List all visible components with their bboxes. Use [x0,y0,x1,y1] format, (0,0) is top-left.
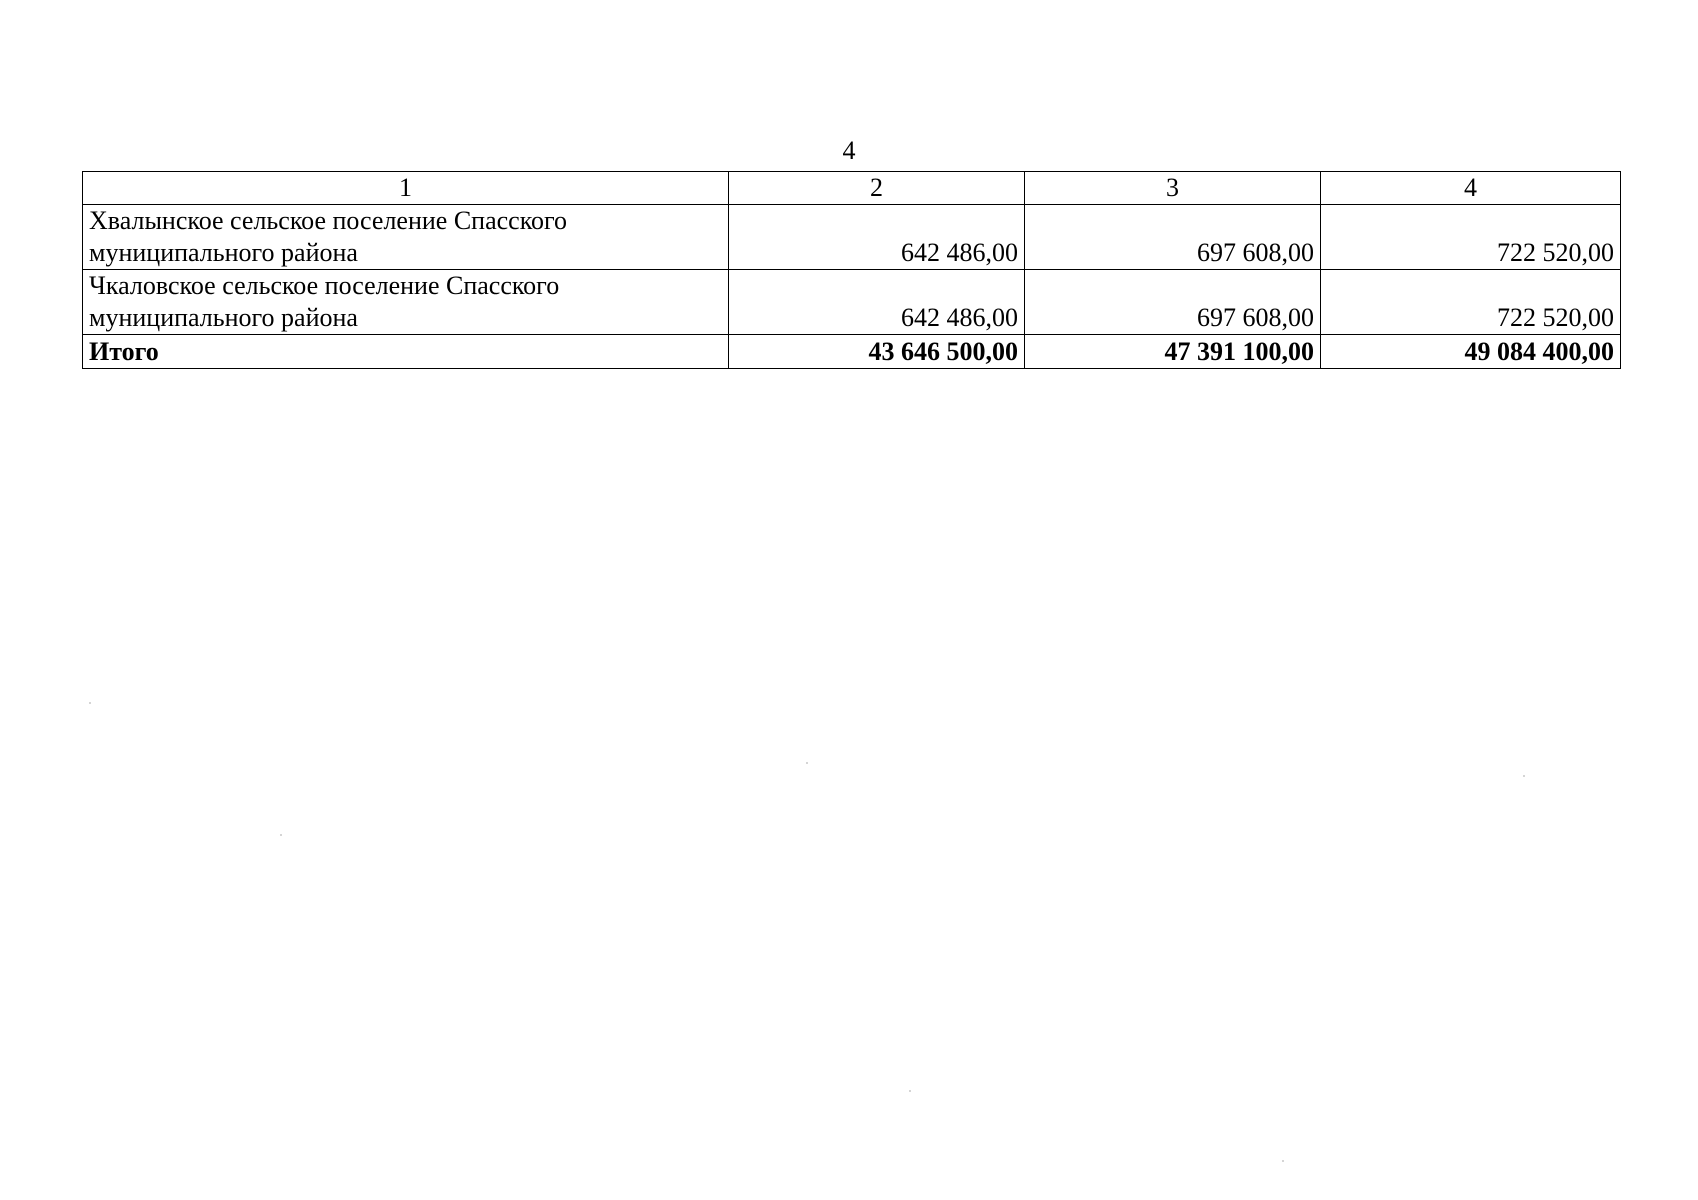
scan-speck [280,834,282,836]
amount-cell: 642 486,00 [729,270,1025,335]
amount-cell: 722 520,00 [1321,205,1621,270]
total-amount-cell: 49 084 400,00 [1321,335,1621,369]
amount-cell: 642 486,00 [729,205,1025,270]
total-label: Итого [83,335,729,369]
table-row [83,205,1621,270]
column-number-4: 4 [1321,172,1621,205]
total-amount-cell: 43 646 500,00 [729,335,1025,369]
amount-cell: 697 608,00 [1025,270,1321,335]
table-header-row [83,172,1621,205]
scan-speck [909,1090,911,1092]
column-number-2: 2 [729,172,1025,205]
scan-speck [1282,1160,1284,1162]
amount-cell: 722 520,00 [1321,270,1621,335]
total-row [83,335,1621,369]
amount-cell: 697 608,00 [1025,205,1321,270]
column-number-3: 3 [1025,172,1321,205]
scan-speck [806,762,808,764]
total-amount-cell: 47 391 100,00 [1025,335,1321,369]
page-number: 4 [842,136,856,165]
budget-table [82,171,1621,369]
settlement-name: Чкаловское сельское поселение Спасского муниципального района [83,270,729,335]
table-row [83,270,1621,335]
scan-speck [1523,775,1525,777]
scan-speck [89,702,91,704]
settlement-name: Хвалынское сельское поселение Спасского муниципального района [83,205,729,270]
column-number-1: 1 [83,172,729,205]
